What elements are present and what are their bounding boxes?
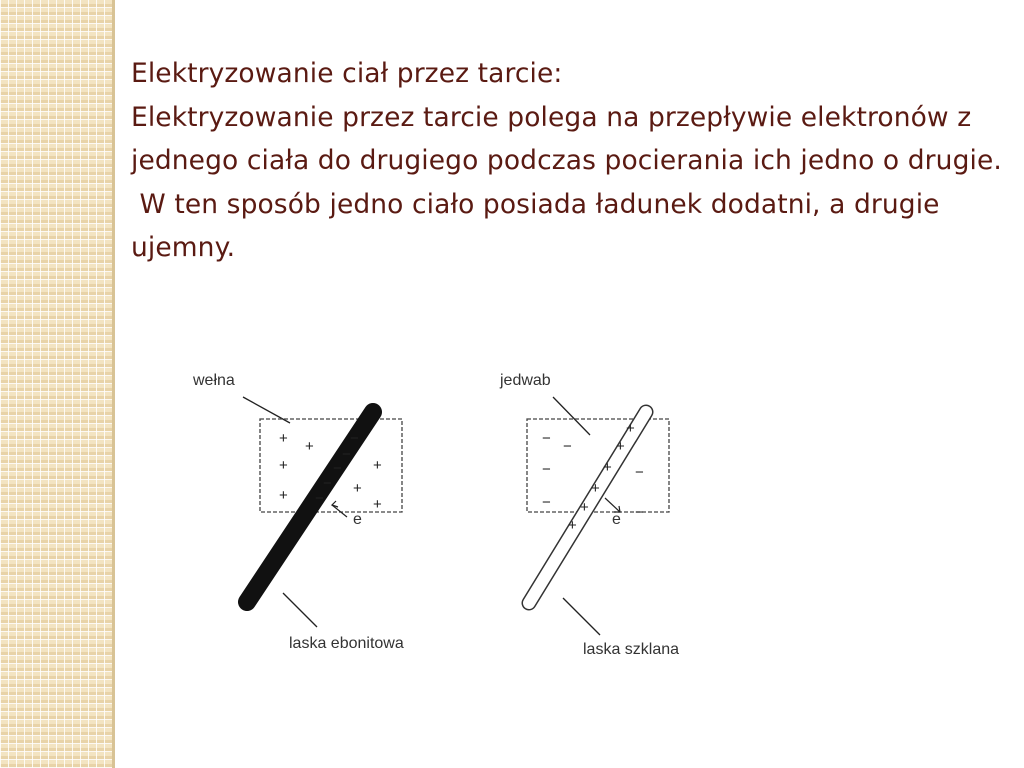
wool-plus-charge: +: [279, 457, 288, 474]
silk-minus-charge: −: [542, 430, 551, 447]
ebonite-minus-charge: −: [323, 475, 332, 492]
electron-label-left: e: [353, 511, 362, 528]
slide-body-paragraph-1: Elektryzowanie przez tarcie polega na przepływie elektronów z jednego ciała do drugiego podczas pocierania ich jedno o drugie.: [131, 101, 1002, 176]
silk-minus-charge: −: [542, 494, 551, 511]
decorative-strip-edge: [112, 0, 115, 768]
wool-plus-charge: +: [279, 487, 288, 504]
wool-plus-charge: +: [279, 430, 288, 447]
silk-minus-charge: −: [542, 461, 551, 478]
electron-label-right: e: [612, 511, 621, 528]
wool-plus-charge: +: [373, 496, 382, 513]
glass-plus-charge: +: [580, 499, 589, 516]
wool-plus-charge: +: [305, 438, 314, 455]
decorative-left-strip: [0, 0, 112, 768]
diagram-left-wool-ebonite: [192, 372, 404, 652]
glass-plus-charge: +: [591, 480, 600, 497]
electron-arrow-left: [332, 505, 347, 517]
glass-plus-charge: +: [568, 517, 577, 534]
electrification-diagram: [150, 355, 750, 669]
slide-text: [131, 52, 1011, 270]
electron-arrow-right: [605, 498, 620, 512]
ebonite-minus-charge: −: [350, 430, 359, 447]
ebonite-minus-charge: −: [342, 446, 351, 463]
label-welna: wełna: [193, 372, 235, 389]
pointer-line-ebonite: [283, 593, 317, 627]
silk-minus-charge: −: [563, 438, 572, 455]
diagram-right-silk-glass: [499, 372, 679, 658]
label-jedwab: jedwab: [500, 372, 551, 389]
label-laska-ebonitowa: laska ebonitowa: [289, 635, 404, 652]
slide-body-paragraph-2: W ten sposób jedno ciało posiada ładunek dodatni, a drugie ujemny.: [131, 188, 949, 263]
pointer-line-jedwab: [553, 397, 590, 435]
label-laska-szklana: laska szklana: [583, 641, 680, 658]
wool-plus-charge: +: [353, 480, 362, 497]
ebonite-minus-charge: −: [315, 490, 324, 507]
silk-minus-charge: −: [635, 504, 644, 521]
glass-plus-charge: +: [603, 459, 612, 476]
glass-plus-charge: +: [616, 438, 625, 455]
diagram-svg: [150, 355, 750, 665]
glass-plus-charge: +: [626, 420, 635, 437]
ebonite-minus-charge: −: [333, 460, 342, 477]
wool-plus-charge: +: [373, 457, 382, 474]
silk-minus-charge: −: [635, 464, 644, 481]
slide-title: Elektryzowanie ciał przez tarcie:: [131, 58, 563, 89]
pointer-line-glass: [563, 598, 600, 635]
